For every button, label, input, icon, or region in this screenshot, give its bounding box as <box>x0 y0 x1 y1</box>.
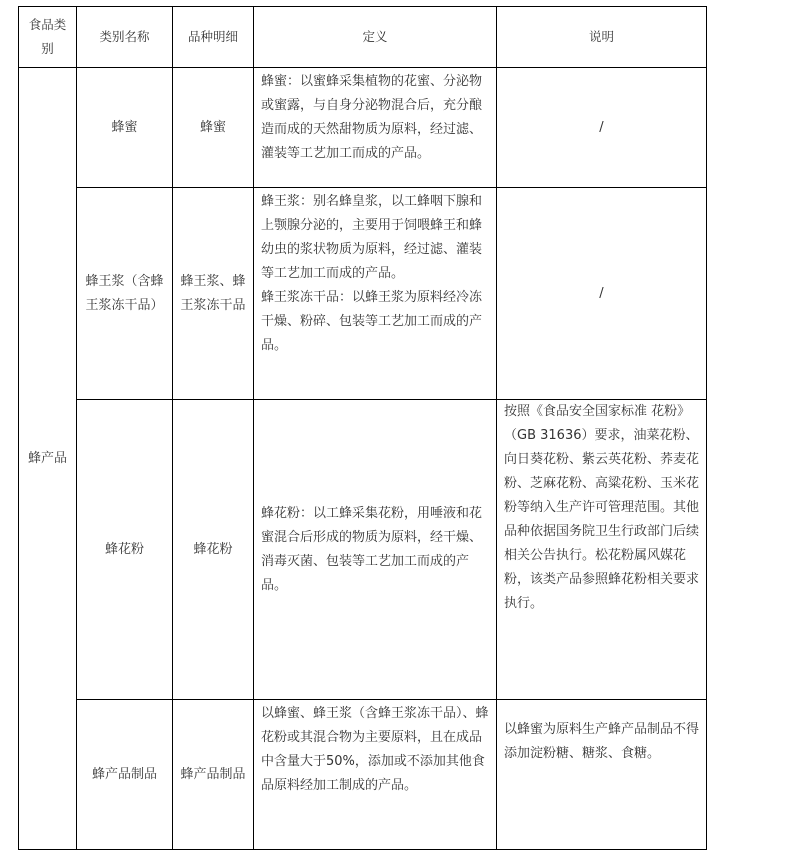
food-category-cell <box>19 68 77 850</box>
notes-cell: 以蜂蜜为原料生产蜂产品制品不得添加淀粉糖、糖浆、食糖。 <box>497 700 707 850</box>
food-category-table <box>18 6 707 850</box>
definition-cell <box>254 700 497 850</box>
category-name-cell: 蜂王浆（含蜂王浆冻干品） <box>77 188 173 400</box>
definition-paragraph: 以蜂蜜、蜂王浆（含蜂王浆冻干品）、蜂花粉或其混合物为主要原料，且在成品中含量大于50%，添加或不添加其他食品原料经加工制成的产品。 <box>261 706 489 793</box>
variety-detail-cell: 蜂产品制品 <box>173 700 254 850</box>
definition-paragraph: 蜂花粉：以工蜂采集花粉，用唾液和花蜜混合后形成的物质为原料，经干燥、消毒灭菌、包装等工艺加工而成的产品。 <box>261 505 483 593</box>
definition-paragraph: 蜂王浆冻干品：以蜂王浆为原料经冷冻干燥、粉碎、包装等工艺加工而成的产品。 <box>261 290 483 353</box>
notes-cell: 按照《食品安全国家标准 花粉》（GB 31636）要求，油菜花粉、向日葵花粉、紫云英花粉、荞麦花粉、芝麻花粉、高粱花粉、玉米花粉等纳入生产许可管理范围。其他品种依据国务院卫生行政部门后续相关公告执行。松花粉属风媒花粉，该类产品参照蜂花粉相关要求执行。 <box>497 400 707 700</box>
category-name-cell: 蜂产品制品 <box>77 700 173 850</box>
table-header-row <box>19 7 707 68</box>
definition-cell <box>254 400 497 700</box>
definition-paragraph: 蜂蜜：以蜜蜂采集植物的花蜜、分泌物或蜜露，与自身分泌物混合后，充分酿造而成的天然甜物质为原料，经过滤、灌装等工艺加工而成的产品。 <box>261 74 483 161</box>
category-name-cell: 蜂花粉 <box>77 400 173 700</box>
header-category-name: 类别名称 <box>77 7 173 68</box>
food-category-value: 蜂产品 <box>27 450 67 466</box>
table-row <box>19 68 707 188</box>
header-food-category: 食品类别 <box>19 7 77 68</box>
definition-paragraph: 蜂王浆：别名蜂皇浆，以工蜂咽下腺和上颚腺分泌的，主要用于饲喂蜂王和蜂幼虫的浆状物质为原料，经过滤、灌装等工艺加工而成的产品。 <box>261 194 483 281</box>
header-notes: 说明 <box>497 7 707 68</box>
header-definition: 定义 <box>254 7 497 68</box>
variety-detail-cell: 蜂蜜 <box>173 68 254 188</box>
table-row <box>19 400 707 700</box>
header-variety-detail: 品种明细 <box>173 7 254 68</box>
definition-cell <box>254 68 497 188</box>
variety-detail-cell: 蜂王浆、蜂王浆冻干品 <box>173 188 254 400</box>
table-row <box>19 188 707 400</box>
notes-cell: / <box>497 68 707 188</box>
table-row <box>19 700 707 850</box>
definition-cell <box>254 188 497 400</box>
category-name-cell: 蜂蜜 <box>77 68 173 188</box>
notes-cell: / <box>497 188 707 400</box>
variety-detail-cell: 蜂花粉 <box>173 400 254 700</box>
